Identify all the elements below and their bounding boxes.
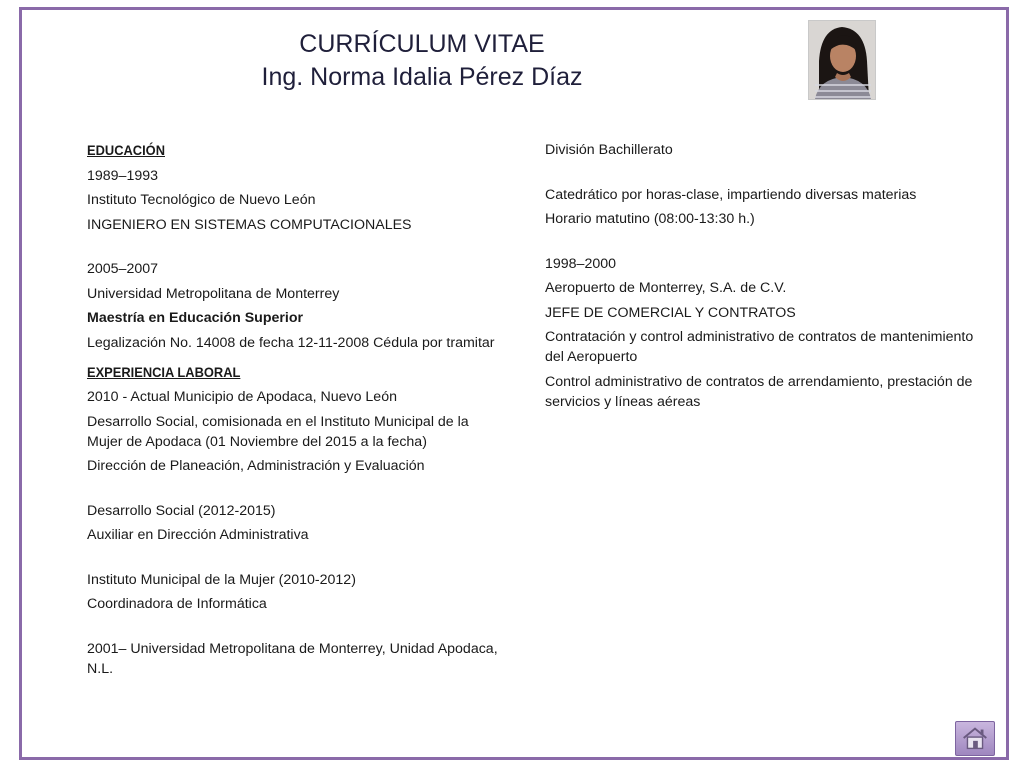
experience-item: Auxiliar en Dirección Administrativa <box>87 527 309 543</box>
experience-item: JEFE DE COMERCIAL Y CONTRATOS <box>545 304 796 321</box>
education-item: Legalización No. 14008 de fecha 12-11-2008 Cédula por tramitar <box>87 334 495 351</box>
experience-item: Aeropuerto de Monterrey, S.A. de C.V. <box>545 280 787 296</box>
education-item: Universidad Metropolitana de Monterrey <box>87 285 340 302</box>
education-heading: EDUCACIÓN <box>87 142 165 158</box>
experience-item: División Bachillerato <box>545 142 673 158</box>
experience-heading: EXPERIENCIA LABORAL <box>87 363 241 380</box>
left-column <box>87 140 507 683</box>
experience-item: 2010 - Actual Municipio de Apodaca, Nuevo León <box>87 389 397 405</box>
education-item: 2005–2007 <box>87 261 159 277</box>
experience-item: Instituto Municipal de la Mujer (2010-2012) <box>87 571 356 588</box>
experience-item: Control administrativo de contratos de arrendamiento, prestación de servicios y líneas aéreas <box>545 373 973 410</box>
right-column <box>545 140 975 416</box>
home-button[interactable] <box>955 721 995 756</box>
title-line-name: Ing. Norma Idalia Pérez Díaz <box>261 63 583 91</box>
experience-item: Dirección de Planeación, Administración y Evaluación <box>87 458 425 474</box>
experience-item: Desarrollo Social, comisionada en el Instituto Municipal de la Mujer de Apodaca (01 Noviembre del 2015 a la fecha) <box>87 413 469 450</box>
experience-item: Coordinadora de Informática <box>87 596 267 612</box>
experience-item: Catedrático por horas-clase, impartiendo diversas materias <box>545 186 917 203</box>
home-icon <box>956 722 994 755</box>
experience-item: 1998–2000 <box>545 255 617 272</box>
title-line-cv: CURRÍCULUM VITAE <box>299 30 545 58</box>
education-item: Maestría en Educación Superior <box>87 310 304 326</box>
experience-item: Contratación y control administrativo de contratos de mantenimiento del Aeropuerto <box>545 329 974 365</box>
profile-photo <box>808 20 876 100</box>
experience-item: 2001– Universidad Metropolitana de Monterrey, Unidad Apodaca, N.L. <box>87 640 498 677</box>
page-title <box>182 28 662 94</box>
education-item: Instituto Tecnológico de Nuevo León <box>87 192 316 208</box>
experience-item: Desarrollo Social (2012-2015) <box>87 502 276 519</box>
education-item: 1989–1993 <box>87 167 159 184</box>
education-item: INGENIERO EN SISTEMAS COMPUTACIONALES <box>87 216 412 233</box>
experience-item: Horario matutino (08:00-13:30 h.) <box>545 211 755 227</box>
